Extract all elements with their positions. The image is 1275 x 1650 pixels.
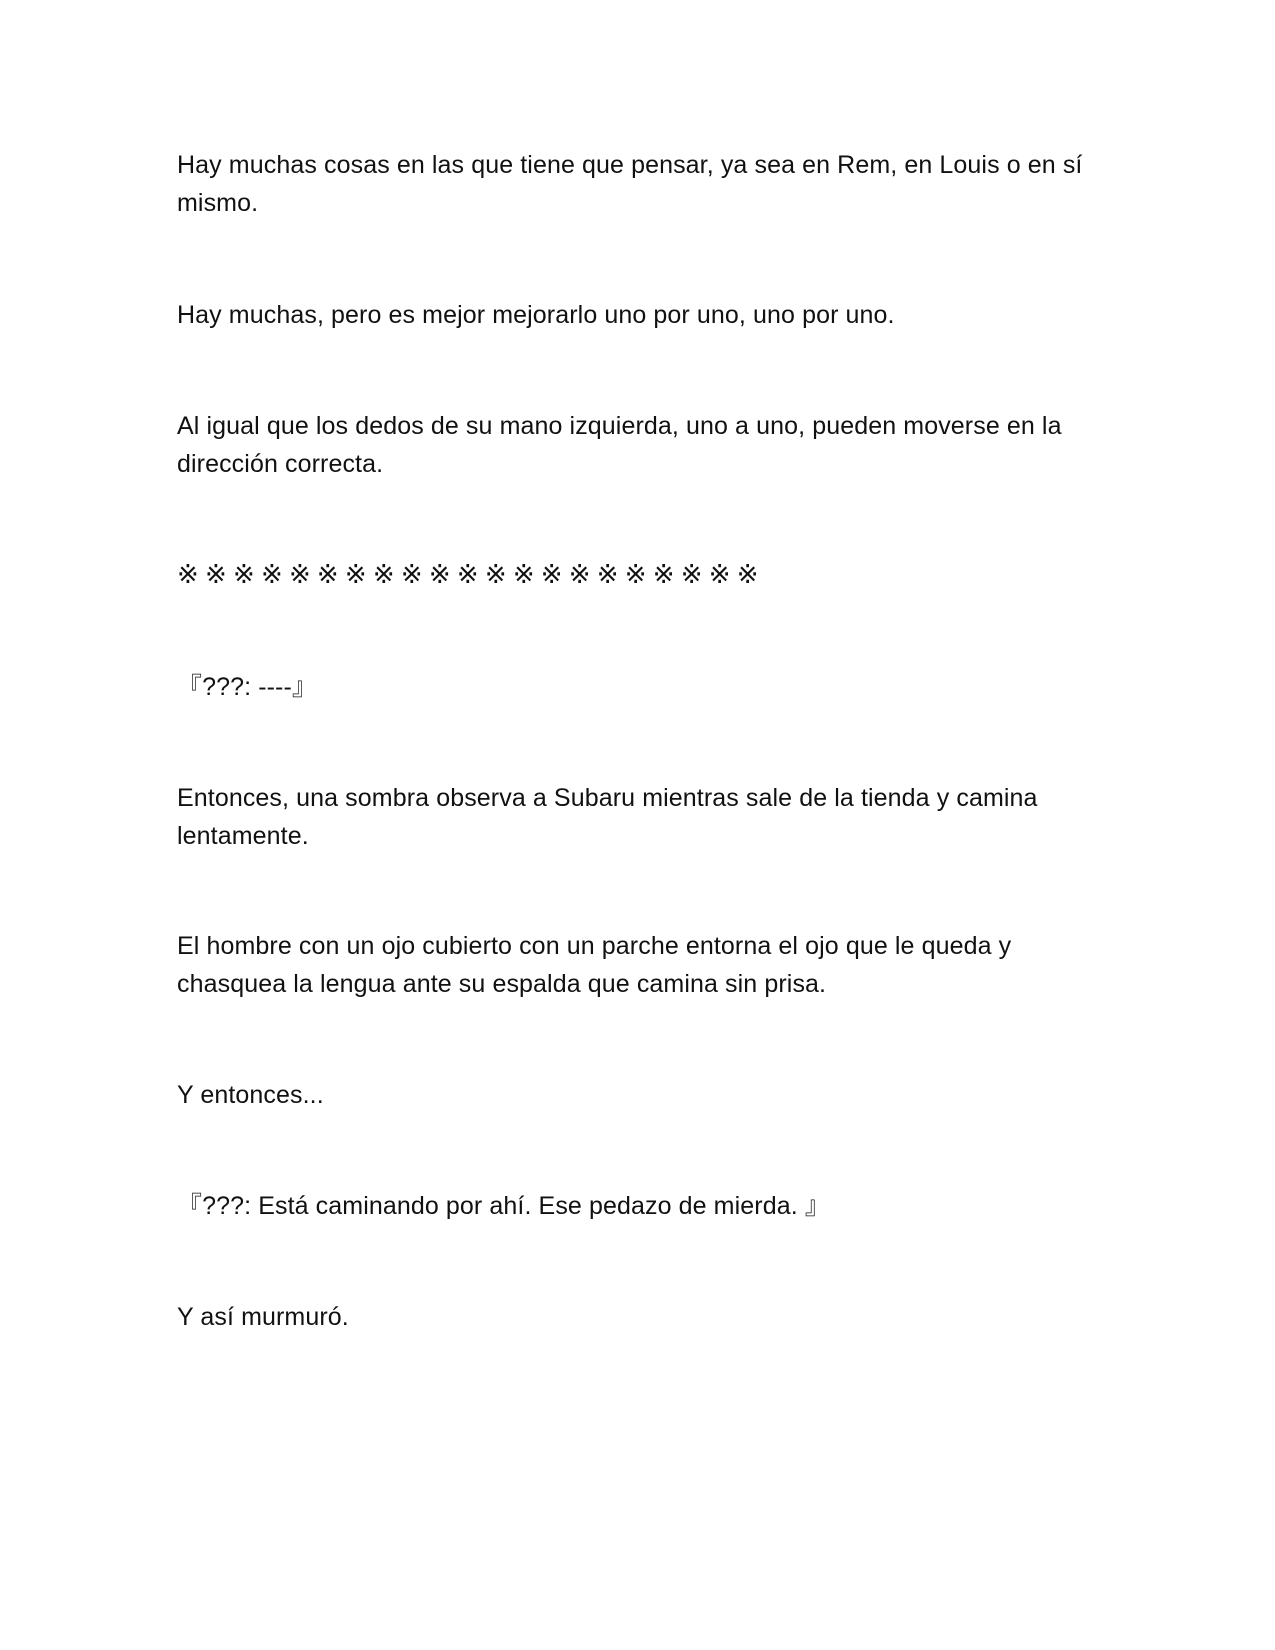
paragraph-6: Entonces, una sombra observa a Subaru mientras sale de la tienda y camina lentamente. xyxy=(177,784,1038,850)
paragraph-1: Hay muchas cosas en las que tiene que pensar, ya sea en Rem, en Louis o en sí mismo. xyxy=(177,151,1083,217)
paragraph-10: Y así murmuró. xyxy=(177,1303,349,1331)
paragraph-3: Al igual que los dedos de su mano izquierda, uno a uno, pueden moverse en la dirección correcta. xyxy=(177,412,1062,478)
paragraph-2: Hay muchas, pero es mejor mejorarlo uno por uno, uno por uno. xyxy=(177,301,895,329)
paragraph-8: Y entonces... xyxy=(177,1081,324,1109)
scene-separator: ※※※※※※※※※※※※※※※※※※※※※ xyxy=(177,560,765,590)
dialogue-line-2: 『???: Está caminando por ahí. Ese pedazo de mierda. 』 xyxy=(177,1192,830,1220)
paragraph-7: El hombre con un ojo cubierto con un parche entorna el ojo que le queda y chasquea la lengua ante su espalda que camina sin prisa. xyxy=(177,932,1012,998)
dialogue-line-1: 『???: ----』 xyxy=(177,673,318,701)
